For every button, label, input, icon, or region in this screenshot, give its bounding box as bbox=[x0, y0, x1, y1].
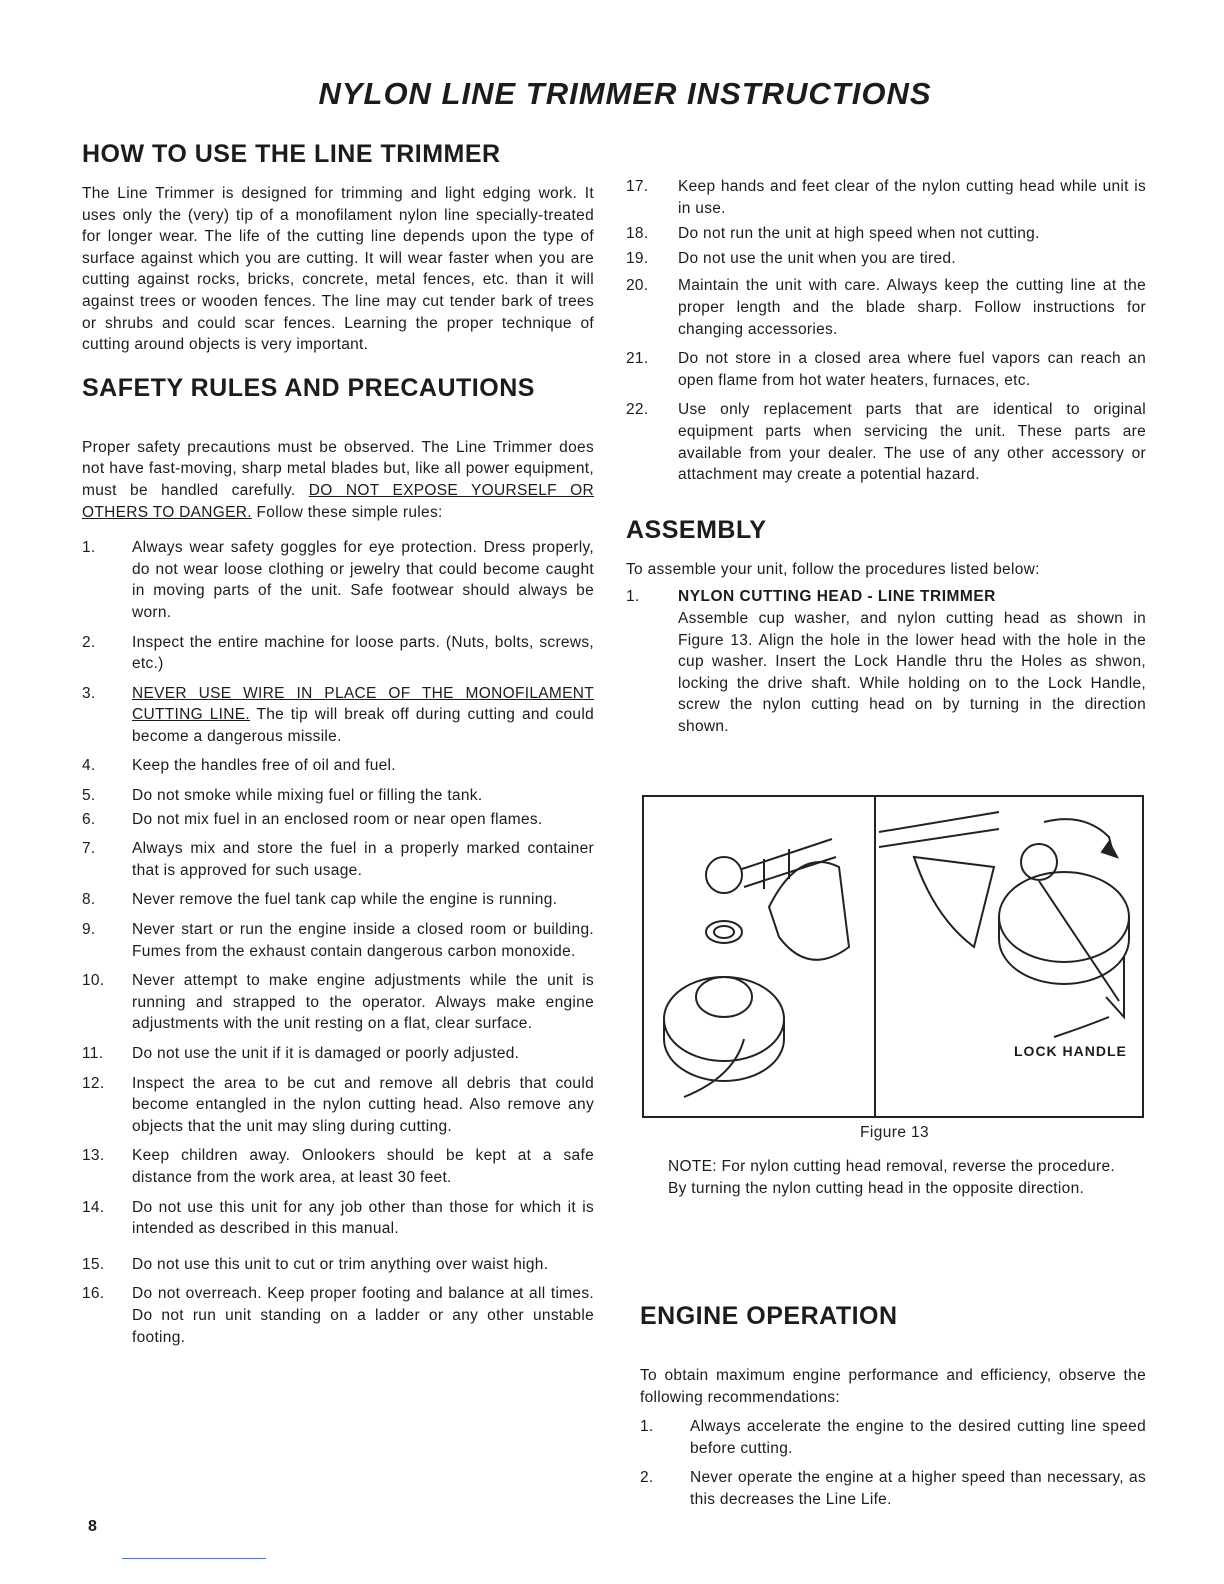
safety-rules-list bbox=[82, 537, 594, 1348]
how-to-heading: HOW TO USE THE LINE TRIMMER bbox=[82, 140, 501, 168]
step-body bbox=[678, 586, 1146, 737]
engine-list bbox=[640, 1416, 1146, 1510]
engine-section bbox=[640, 1302, 1146, 1511]
item-number: 6. bbox=[82, 810, 96, 828]
item-text: Keep the handles free of oil and fuel. bbox=[132, 757, 396, 775]
list-item bbox=[82, 838, 594, 881]
list-item bbox=[82, 919, 594, 962]
assembly-note: NOTE: For nylon cutting head removal, reverse the procedure. By turning the nylon cutting head in the opposite direction. bbox=[668, 1158, 1116, 1197]
item-number: 1. bbox=[640, 1418, 654, 1436]
list-item bbox=[82, 1043, 594, 1065]
right-column bbox=[626, 176, 1146, 737]
how-to-paragraph: The Line Trimmer is designed for trimming and light edging work. It uses only the (very) tip of a monofilament nylon line specially-treated for longer wear. The life of the cutting line depends upon the type of surface against which you are cutting. It will wear faster when you are cutting against rocks, bricks, concrete, metal fences, etc. than it will against trees or wooden fences. The line may cut tender bark of trees or shrubs and could scar fences. Learning the proper technique of cutting around objects is very important. bbox=[82, 185, 594, 354]
item-number: 13. bbox=[82, 1147, 105, 1165]
item-number: 3. bbox=[82, 684, 96, 702]
item-number: 9. bbox=[82, 921, 96, 939]
safety-heading: SAFETY RULES AND PRECAUTIONS bbox=[82, 373, 535, 402]
list-item bbox=[82, 1145, 594, 1188]
item-number: 10. bbox=[82, 972, 105, 990]
rule-3-warning: NEVER USE WIRE IN PLACE OF THE MONOFILAMENT CUTTING LINE. bbox=[132, 684, 594, 724]
trimmer-illustration bbox=[644, 797, 1142, 1116]
item-text: Inspect the area to be cut and remove all debris that could become entangled in the nylon cutting head. Also remove any objects that the unit may sling during cutting. bbox=[132, 1074, 594, 1135]
item-number: 19. bbox=[626, 249, 649, 267]
item-number: 15. bbox=[82, 1255, 105, 1273]
item-text: Maintain the unit with care. Always keep the cutting line at the proper length and the blade sharp. Follow instructions for changing accessories. bbox=[678, 277, 1146, 338]
rule-3-text: The tip will break off during cutting and could become a dangerous missile. bbox=[132, 706, 594, 745]
item-number: 1. bbox=[82, 539, 96, 557]
left-column bbox=[82, 140, 594, 1348]
list-item bbox=[82, 785, 594, 807]
assembly-heading: ASSEMBLY bbox=[626, 515, 767, 544]
assembly-intro: To assemble your unit, follow the procedures listed below: bbox=[626, 560, 1040, 578]
cutting-head-shape bbox=[664, 977, 784, 1061]
gear-head-shape bbox=[706, 857, 742, 893]
item-text: Never start or run the engine inside a closed room or building. Fumes from the exhaust contain dangerous carbon monoxide. bbox=[132, 921, 594, 960]
item-text: Do not use the unit if it is damaged or poorly adjusted. bbox=[132, 1045, 520, 1062]
item-number: 2. bbox=[640, 1469, 654, 1487]
item-text: Always accelerate the engine to the desired cutting line speed before cutting. bbox=[690, 1418, 1146, 1457]
figure-13 bbox=[642, 795, 1144, 1118]
item-number: 17. bbox=[626, 178, 649, 195]
item-number: 4. bbox=[82, 757, 96, 775]
item-text: Use only replacement parts that are identical to original equipment parts when servicing the unit. These parts are available from your dealer. The use of any other accessory or attachment may create a potential hazard. bbox=[678, 401, 1146, 484]
list-item bbox=[640, 1467, 1146, 1510]
item-number: 5. bbox=[82, 787, 96, 805]
assembly-step bbox=[626, 586, 1146, 737]
guard-shape bbox=[769, 862, 849, 960]
item-number: 16. bbox=[82, 1285, 105, 1303]
item-text: Keep children away. Onlookers should be kept at a safe distance from the work area, at least 30 feet. bbox=[132, 1147, 594, 1186]
item-number: 21. bbox=[626, 350, 649, 368]
lock-handle-label: LOCK HANDLE bbox=[1014, 1043, 1127, 1059]
item-number: 12. bbox=[82, 1074, 105, 1092]
step-text: Assemble cup washer, and nylon cutting head as shown in Figure 13. Align the hole in the lower head with the hole in the cup washer. Insert the Lock Handle thru the Holes as shwon, locking the drive shaft. While holding on to the Lock Handle, screw the nylon cutting head on by turning in the direction shown. bbox=[678, 609, 1146, 735]
list-item bbox=[626, 348, 1146, 391]
list-item bbox=[640, 1416, 1146, 1459]
list-item bbox=[82, 1283, 594, 1348]
engine-heading: ENGINE OPERATION bbox=[640, 1302, 898, 1330]
item-text: Do not use this unit to cut or trim anything over waist high. bbox=[132, 1255, 549, 1273]
list-item bbox=[626, 399, 1146, 485]
safety-intro-text: Proper safety precautions must be observed. The Line Trimmer does not have fast-moving, sharp metal blades but, like all power equipment, must be handled carefully. bbox=[82, 438, 594, 499]
item-number: 7. bbox=[82, 840, 96, 858]
safety-rules-list-continued bbox=[626, 176, 1146, 486]
guard-shape-right bbox=[914, 857, 994, 947]
figure-divider bbox=[874, 797, 876, 1116]
list-item bbox=[82, 1197, 594, 1240]
item-text: Inspect the entire machine for loose parts. (Nuts, bolts, screws, etc.) bbox=[132, 633, 594, 673]
shaft-shape bbox=[879, 812, 999, 847]
item-text: Do not smoke while mixing fuel or filling the tank. bbox=[132, 787, 483, 805]
item-number: 14. bbox=[82, 1198, 105, 1216]
list-item bbox=[82, 755, 594, 777]
list-item bbox=[82, 889, 594, 911]
engine-intro: To obtain maximum engine performance and efficiency, observe the following recommendations: bbox=[640, 1367, 1146, 1406]
cup-washer-shape bbox=[706, 921, 742, 943]
item-text: Always wear safety goggles for eye protection. Dress properly, do not wear loose clothing or jewelry that could become caught in moving parts of the unit. Safe footwear should always be worn. bbox=[132, 539, 594, 621]
figure-caption: Figure 13 bbox=[860, 1124, 930, 1141]
item-text: Do not overreach. Keep proper footing and balance at all times. Do not run unit standing on a ladder or any other unstable footing. bbox=[132, 1285, 594, 1346]
list-item bbox=[626, 248, 1146, 270]
list-item bbox=[82, 683, 594, 748]
item-text: Do not use the unit when you are tired. bbox=[678, 249, 956, 267]
page-title: NYLON LINE TRIMMER INSTRUCTIONS bbox=[318, 76, 932, 111]
item-text: Do not run the unit at high speed when not cutting. bbox=[678, 225, 1040, 243]
item-text: Do not use this unit for any job other than those for which it is intended as described in this manual. bbox=[132, 1198, 594, 1238]
item-text: Keep hands and feet clear of the nylon cutting head while unit is in use. bbox=[678, 178, 1146, 217]
item-text: Always mix and store the fuel in a properly marked container that is approved for such usage. bbox=[132, 840, 594, 879]
list-item bbox=[82, 537, 594, 623]
item-text: Never remove the fuel tank cap while the engine is running. bbox=[132, 891, 558, 909]
item-number: 2. bbox=[82, 633, 96, 651]
list-item bbox=[626, 223, 1146, 245]
list-item bbox=[82, 632, 594, 675]
item-text: Do not mix fuel in an enclosed room or near open flames. bbox=[132, 810, 543, 828]
list-item bbox=[82, 1073, 594, 1138]
step-number: 1. bbox=[626, 588, 640, 606]
list-item bbox=[82, 1254, 594, 1276]
item-text: Never attempt to make engine adjustments while the unit is running and strapped to the operator. Always make engine adjustments with the unit resting on a flat, clear surface. bbox=[132, 972, 594, 1033]
safety-intro-follow: Follow these simple rules: bbox=[256, 503, 443, 521]
list-item bbox=[82, 809, 594, 831]
item-text: Never operate the engine at a higher speed than necessary, as this decreases the Line Life. bbox=[690, 1469, 1146, 1508]
item-number: 22. bbox=[626, 401, 649, 419]
page-number: 8 bbox=[88, 1518, 97, 1535]
item-number: 18. bbox=[626, 225, 649, 243]
item-number: 8. bbox=[82, 891, 96, 909]
list-item bbox=[82, 970, 594, 1035]
safety-intro bbox=[82, 437, 594, 523]
bottom-rule bbox=[122, 1558, 266, 1559]
list-item bbox=[626, 275, 1146, 340]
list-item bbox=[626, 176, 1146, 219]
safety-warning: DO NOT EXPOSE YOURSELF OR OTHERS TO DANGER. bbox=[82, 481, 594, 521]
item-number: 20. bbox=[626, 277, 649, 295]
item-number: 11. bbox=[82, 1045, 104, 1062]
item-text: Do not store in a closed area where fuel vapors can reach an open flame from hot water heaters, furnaces, etc. bbox=[678, 350, 1146, 389]
step-title: NYLON CUTTING HEAD - LINE TRIMMER bbox=[678, 588, 996, 606]
item-text bbox=[132, 683, 594, 748]
